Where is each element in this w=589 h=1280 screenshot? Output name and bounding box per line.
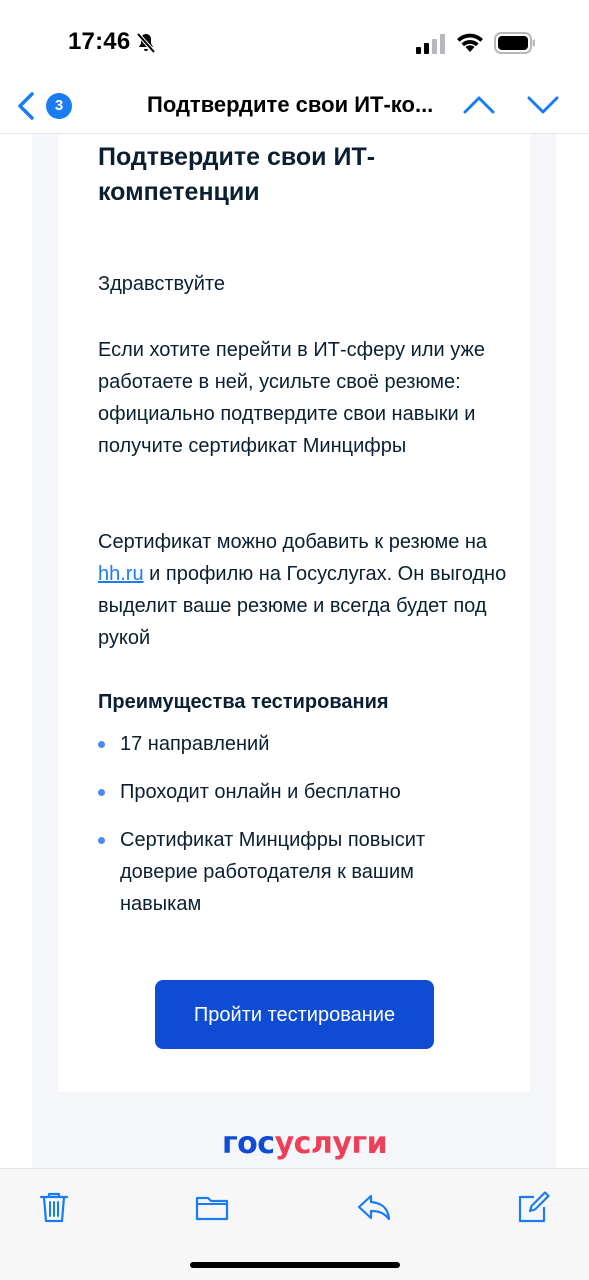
wifi-icon xyxy=(456,31,484,53)
nav-title: Подтвердите свои ИТ-ко... xyxy=(147,92,434,117)
folder-icon[interactable] xyxy=(194,1189,230,1225)
battery-icon xyxy=(494,31,536,55)
list-item xyxy=(98,776,498,808)
chevron-up-icon[interactable] xyxy=(462,90,496,120)
signal-icon xyxy=(416,34,448,54)
chevron-left-icon[interactable] xyxy=(14,90,38,122)
bullet-icon xyxy=(98,789,105,796)
gosuslugi-logo[interactable] xyxy=(222,1126,388,1162)
hh-link[interactable]: hh.ru xyxy=(98,563,144,585)
logo-part: услуги xyxy=(274,1126,388,1161)
email-heading: Подтвердите свои ИТ-компетенции xyxy=(98,143,376,206)
nav-bar xyxy=(0,84,589,134)
start-test-button[interactable]: Пройти тестирование xyxy=(155,980,434,1049)
bullet-icon xyxy=(98,837,105,844)
greeting: Здравствуйте xyxy=(98,273,225,295)
benefits-heading: Преимущества тестирования xyxy=(98,691,389,713)
benefit-text: Сертификат Минцифры повысит доверие работодателя к вашим навыкам xyxy=(120,829,426,915)
logo-part: гос xyxy=(222,1126,275,1161)
status-bar xyxy=(0,0,589,84)
paragraph-text: и профилю на Госуслугах. Он выгодно выделит ваше резюме и всегда будет под рукой xyxy=(98,563,507,649)
compose-icon[interactable] xyxy=(516,1189,552,1225)
bell-slash-icon xyxy=(134,31,158,55)
intro-paragraph: Если хотите перейти в ИТ-сферу или уже работаете в ней, усильте своё резюме: официально подтвердите свои навыки и получите сертификат Минцифры xyxy=(98,339,485,457)
trash-icon[interactable] xyxy=(36,1189,72,1225)
benefit-text: Проходит онлайн и бесплатно xyxy=(120,781,401,803)
bullet-icon xyxy=(98,741,105,748)
list-item xyxy=(98,728,498,760)
home-indicator[interactable] xyxy=(190,1262,400,1268)
benefits-list xyxy=(98,728,498,936)
benefit-text: 17 направлений xyxy=(120,733,270,755)
status-time: 17:46 xyxy=(68,28,131,55)
unread-count-badge[interactable]: 3 xyxy=(46,93,72,119)
chevron-down-icon[interactable] xyxy=(526,90,560,120)
list-item xyxy=(98,824,498,920)
paragraph-text: Сертификат можно добавить к резюме на xyxy=(98,531,488,553)
certificate-paragraph xyxy=(98,526,518,654)
reply-icon[interactable] xyxy=(356,1189,392,1225)
